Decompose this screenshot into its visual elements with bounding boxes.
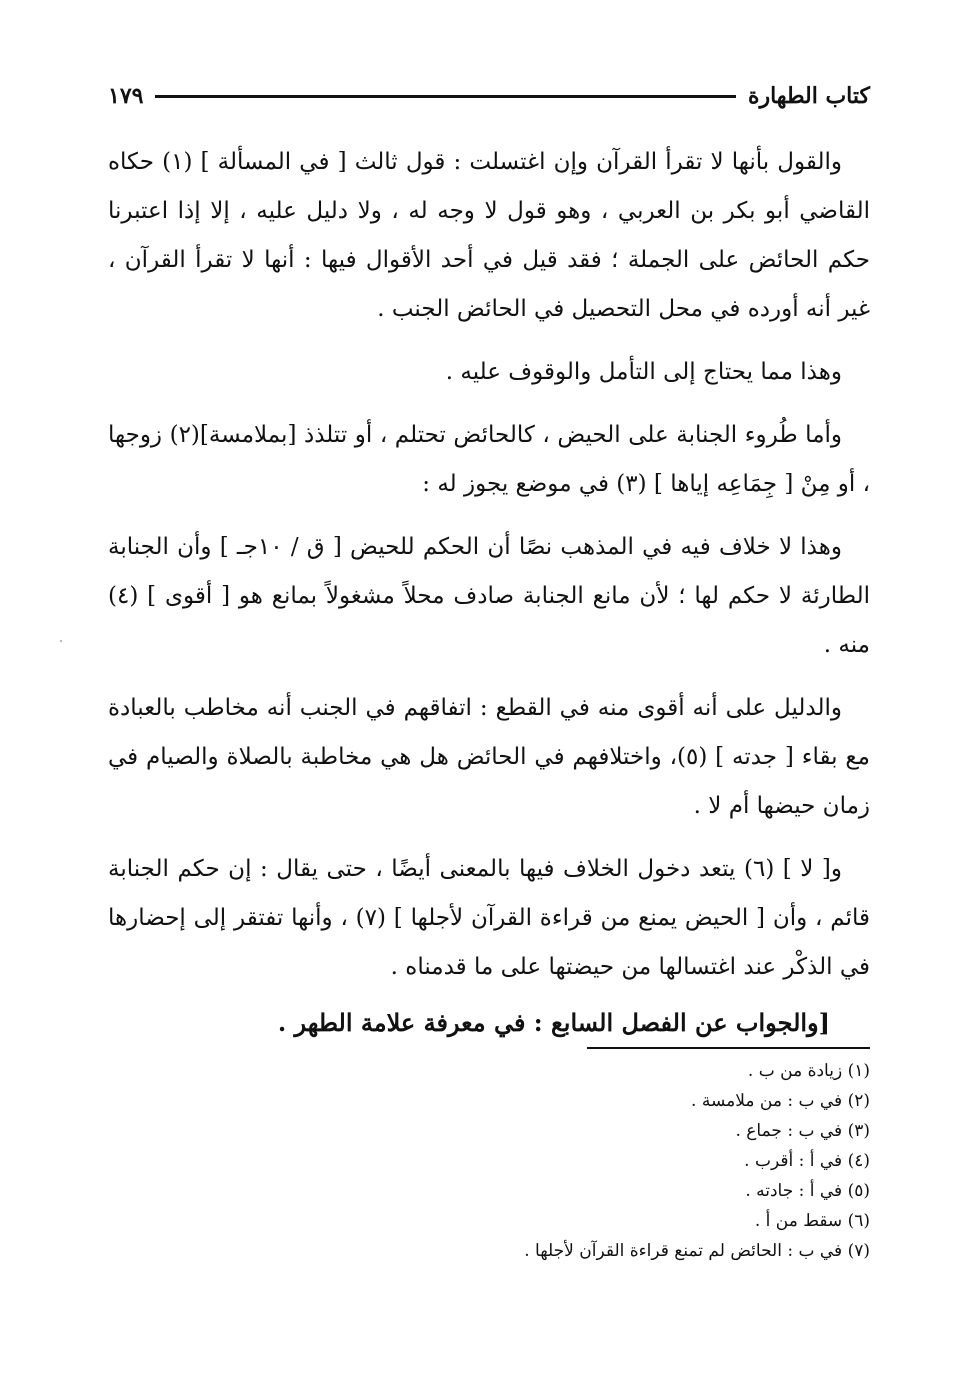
footnote: (١) زيادة من ب . <box>747 1061 870 1081</box>
paragraph: و[ لا ] (٦) يتعد دخول الخلاف فيها بالمعنى أيضًا ، حتى يقال : إن حكم الجنابة قائم ، وأن [ الحيض يمنع من قراءة القرآن لأجلها ] (٧) ، وأنها تفتقر إلى إحضارها في الذكْر عند اغتسالها من حيضتها على ما قدمناه . <box>108 856 870 980</box>
footnotes <box>350 1056 870 1266</box>
main-text <box>108 138 870 1048</box>
page-number: ١٧٩ <box>108 83 144 109</box>
section-heading: [والجواب عن الفصل السابع : في معرفة علامة الطهر . <box>277 1008 830 1037</box>
paragraph: وهذا لا خلاف فيه في المذهب نصًا أن الحكم للحيض [ ق / ١٠جـ ] وأن الجنابة الطارئة لا حكم لها ؛ لأن مانع الجنابة صادف محلاً مشغولاً بمانع هو [ أقوى ] (٤) منه . <box>108 534 870 658</box>
scan-speck <box>60 640 62 642</box>
page-header <box>108 76 870 116</box>
footnote: (٦) سقط من أ . <box>754 1211 870 1231</box>
footnote: (٧) في ب : الحائض لم تمنع قراءة القرآن لأجلها . <box>524 1241 870 1261</box>
footnote: (٤) في أ : أقرب . <box>744 1151 870 1171</box>
paragraph: والدليل على أنه أقوى منه في القطع : اتفاقهم في الجنب أنه مخاطب بالعبادة مع بقاء [ جدته ] (٥)، واختلافهم في الحائض هل هي مخاطبة بالصلاة والصيام في زمان حيضها أم لا . <box>108 695 870 819</box>
header-rule <box>155 95 736 98</box>
paragraph: والقول بأنها لا تقرأ القرآن وإن اغتسلت : قول ثالث [ في المسألة ] (١) حكاه القاضي أبو بكر بن العربي ، وهو قول لا وجه له ، ولا دليل عليه ، إلا إذا اعتبرنا حكم الحائض على الجملة ؛ فقد قيل في أحد الأقوال فيها : أنها لا تقرأ القرآن ، غير أنه أورده في محل التحصيل في الحائض الجنب . <box>108 149 870 322</box>
footnote: (٣) في ب : جماع . <box>735 1121 870 1141</box>
running-title: كتاب الطهارة <box>747 83 870 109</box>
footnote: (٢) في ب : من ملامسة . <box>691 1091 870 1111</box>
footnote-separator <box>587 1047 870 1049</box>
paragraph: وأما طُروء الجنابة على الحيض ، كالحائض تحتلم ، أو تتلذذ [بملامسة](٢) زوجها ، أو مِنْ [ جِمَاعِه إياها ] (٣) في موضع يجوز له : <box>108 422 870 497</box>
paragraph: وهذا مما يحتاج إلى التأمل والوقوف عليه . <box>445 359 842 385</box>
footnote: (٥) في أ : جادته . <box>745 1181 870 1201</box>
